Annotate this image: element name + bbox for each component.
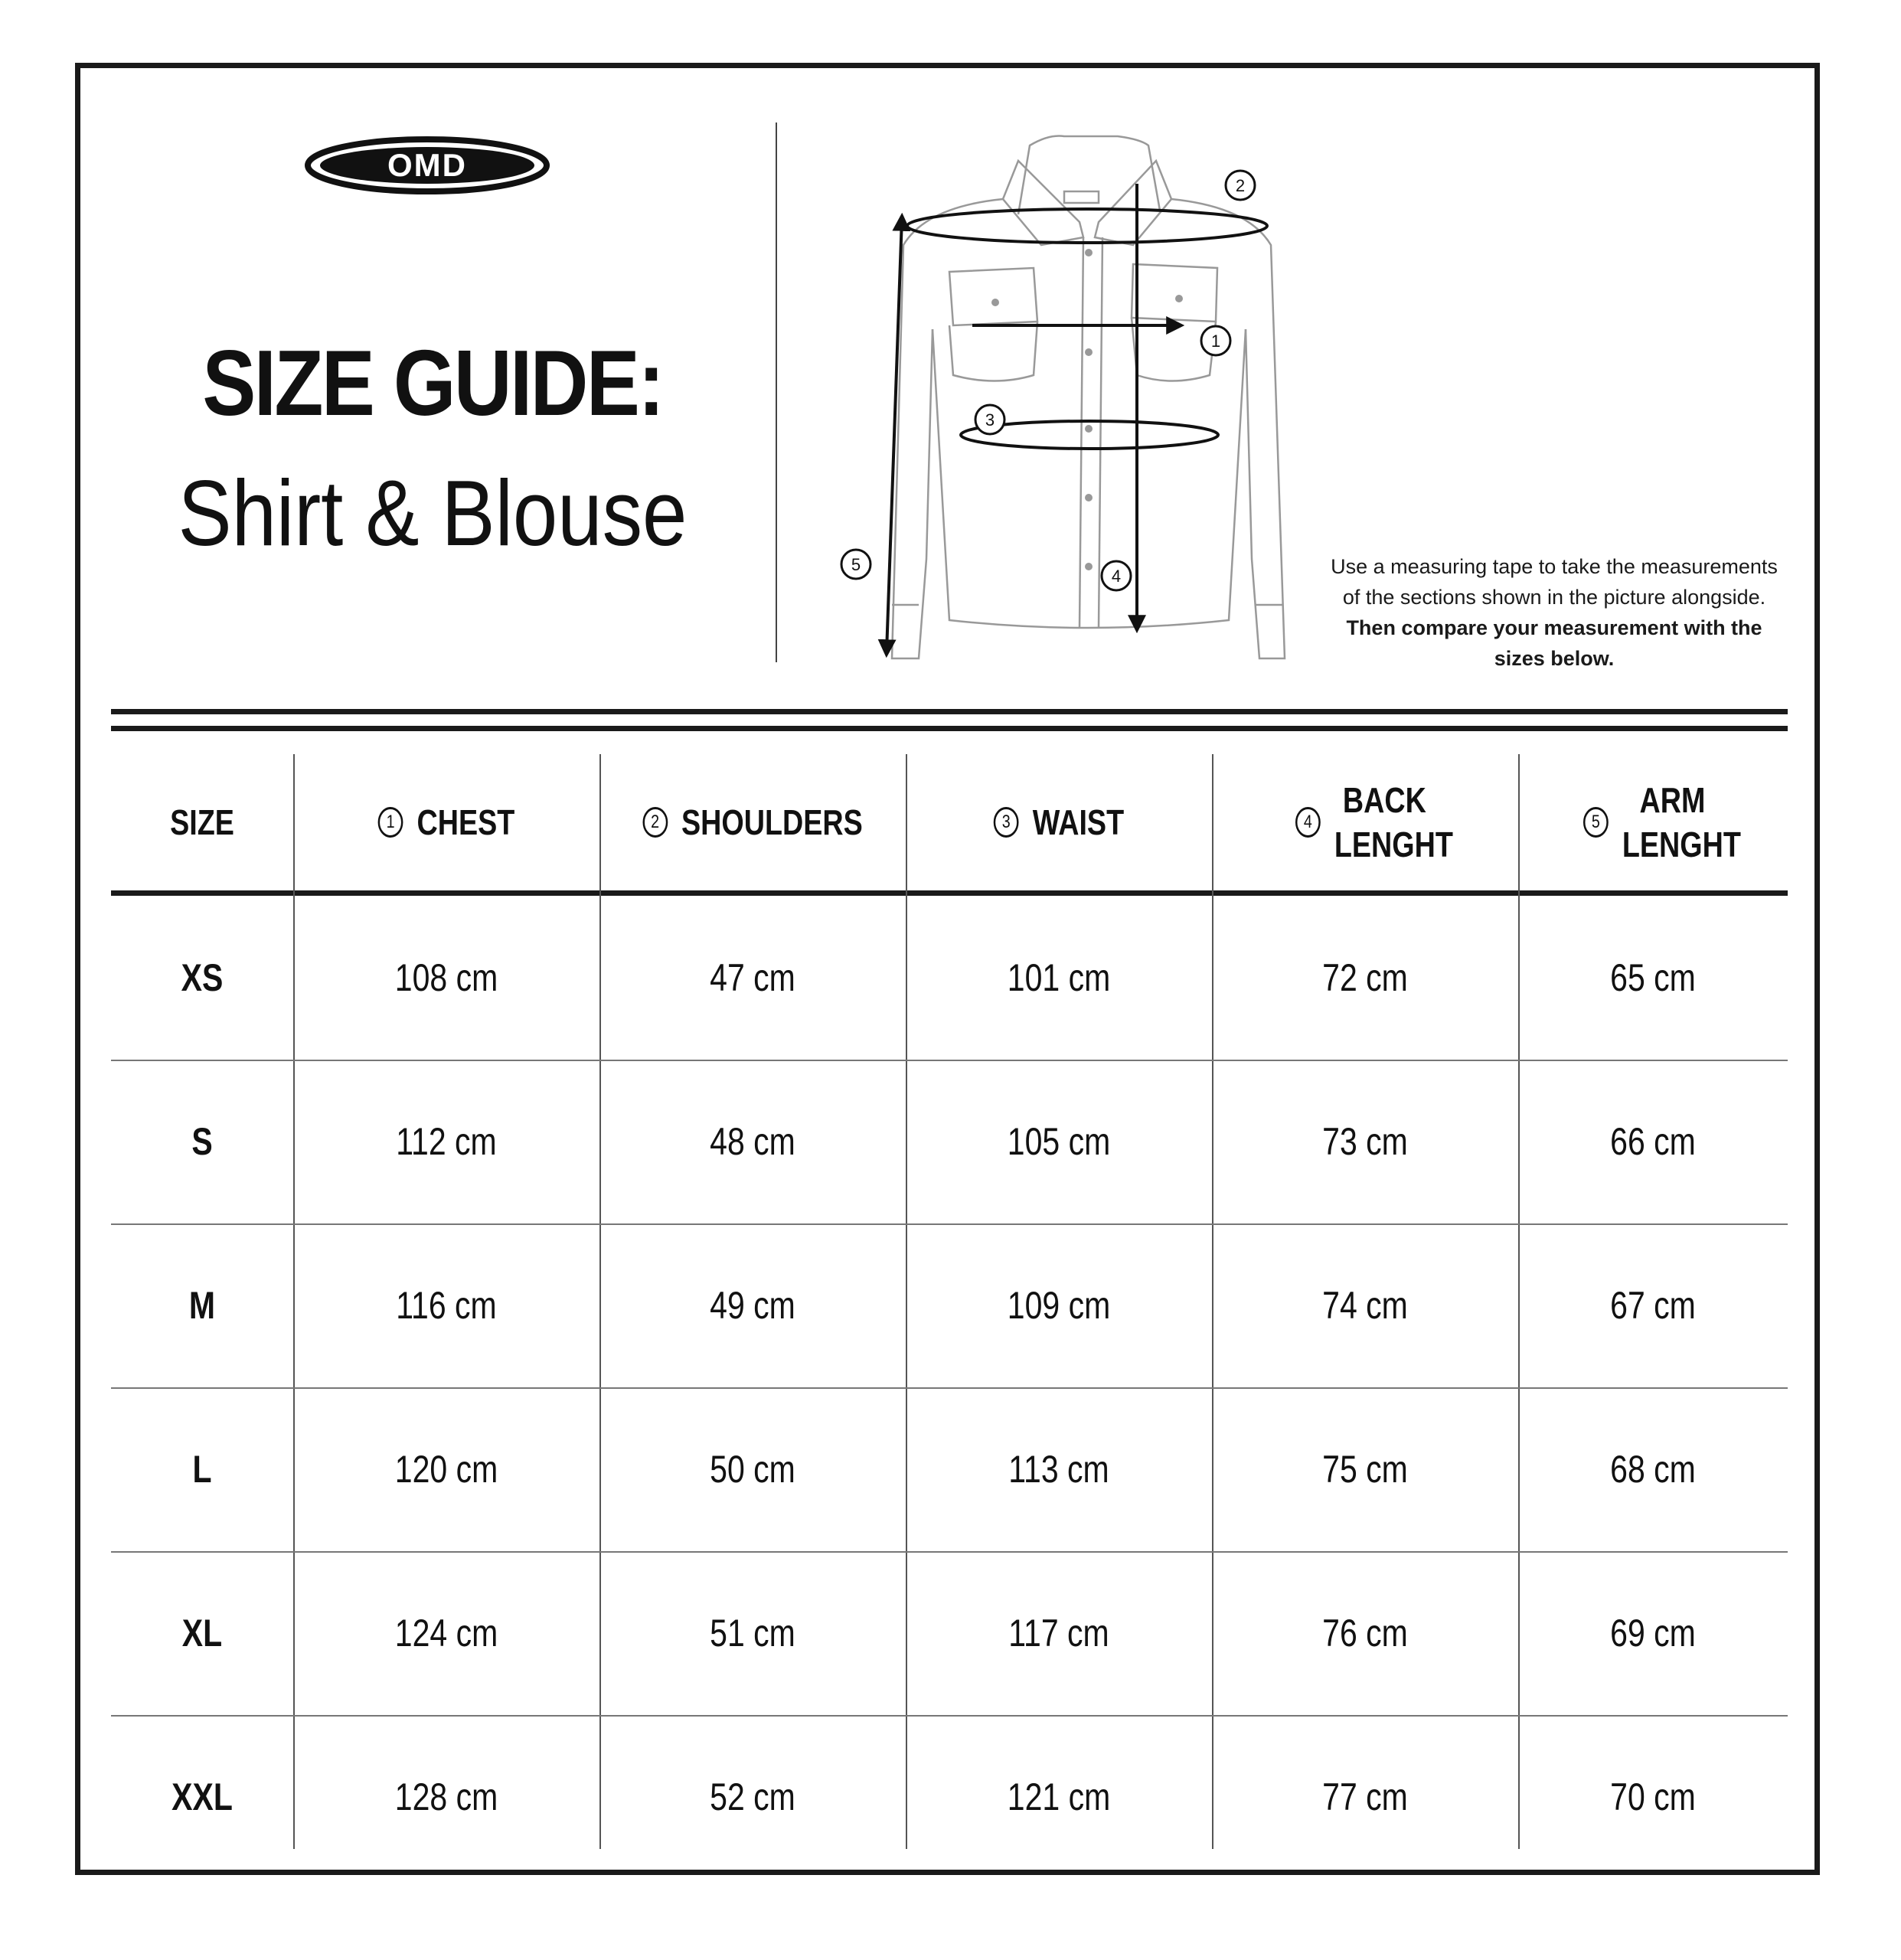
header-arm-length: 5 ARM LENGHT <box>1543 754 1764 890</box>
cell-waist: 117 cm <box>1008 1612 1109 1655</box>
section-rule-top <box>111 709 1788 714</box>
header-chest: 1 CHEST <box>321 754 572 890</box>
header-waist: 3 WAIST <box>933 754 1184 890</box>
cell-arm-length: 67 cm <box>1610 1284 1696 1327</box>
cell-chest: 116 cm <box>396 1284 497 1327</box>
marker-2-icon: 2 <box>1235 176 1246 195</box>
header-divider <box>776 122 777 662</box>
cell-size: M <box>188 1284 216 1327</box>
cell-back-length: 72 cm <box>1322 956 1408 999</box>
header-size: SIZE <box>170 802 234 842</box>
cell-chest: 112 cm <box>396 1120 497 1163</box>
cell-arm-length: 68 cm <box>1610 1448 1696 1491</box>
shirt-diagram <box>812 130 1302 666</box>
marker-4-icon: 4 <box>1111 567 1122 586</box>
cell-back-length: 77 cm <box>1322 1775 1408 1818</box>
instructions: Use a measuring tape to take the measurements of the sections shown in the picture alongside. Then compare your measurement with the sizes below. <box>1331 555 1778 670</box>
cell-back-length: 76 cm <box>1322 1612 1408 1655</box>
svg-text:OMD: OMD <box>387 147 467 183</box>
marker-5-icon: 5 <box>851 555 861 574</box>
cell-chest: 120 cm <box>394 1448 498 1491</box>
cell-shoulders: 47 cm <box>710 956 795 999</box>
waist-number-icon: 3 <box>994 807 1019 838</box>
cell-shoulders: 52 cm <box>710 1775 795 1818</box>
cell-waist: 109 cm <box>1007 1284 1111 1327</box>
omd-logo <box>305 136 550 194</box>
column-divider <box>293 754 295 1849</box>
cell-chest: 128 cm <box>394 1775 498 1818</box>
cell-size: S <box>191 1120 213 1163</box>
column-divider <box>599 754 601 1849</box>
back-length-number-icon: 4 <box>1295 807 1321 838</box>
cell-back-length: 74 cm <box>1322 1284 1408 1327</box>
column-divider <box>1518 754 1520 1849</box>
cell-waist: 101 cm <box>1007 956 1111 999</box>
cell-shoulders: 48 cm <box>710 1120 795 1163</box>
cell-back-length: 73 cm <box>1322 1120 1408 1163</box>
cell-arm-length: 66 cm <box>1610 1120 1696 1163</box>
page-title: SIZE GUIDE: <box>202 331 663 435</box>
cell-back-length: 75 cm <box>1322 1448 1408 1491</box>
marker-1-icon: 1 <box>1210 332 1221 351</box>
shoulders-line <box>907 209 1267 243</box>
cell-shoulders: 51 cm <box>710 1612 795 1655</box>
cell-size: XXL <box>171 1775 233 1818</box>
cell-size: L <box>192 1448 212 1491</box>
chest-number-icon: 1 <box>378 807 403 838</box>
measurement-lines <box>887 184 1267 652</box>
cell-waist: 121 cm <box>1007 1775 1111 1818</box>
table-header-rule <box>111 890 1788 896</box>
cell-arm-length: 70 cm <box>1610 1775 1696 1818</box>
arm-length-number-icon: 5 <box>1583 807 1609 838</box>
cell-size: XS <box>181 956 224 999</box>
cell-arm-length: 65 cm <box>1610 956 1696 999</box>
column-divider <box>906 754 907 1849</box>
cell-chest: 124 cm <box>394 1612 498 1655</box>
section-rule-bottom <box>111 726 1788 731</box>
header-shoulders: 2 SHOULDERS <box>627 754 878 890</box>
cell-waist: 113 cm <box>1008 1448 1109 1491</box>
column-divider <box>1212 754 1213 1849</box>
cell-chest: 108 cm <box>394 956 498 999</box>
cell-shoulders: 49 cm <box>710 1284 795 1327</box>
cell-waist: 105 cm <box>1007 1120 1111 1163</box>
header-back-length: 4 BACK LENGHT <box>1240 754 1491 890</box>
cell-size: XL <box>181 1612 223 1655</box>
cell-arm-length: 69 cm <box>1610 1612 1696 1655</box>
cell-shoulders: 50 cm <box>710 1448 795 1491</box>
page-subtitle: Shirt & Blouse <box>178 461 688 565</box>
marker-3-icon: 3 <box>985 410 995 430</box>
shoulders-number-icon: 2 <box>642 807 668 838</box>
